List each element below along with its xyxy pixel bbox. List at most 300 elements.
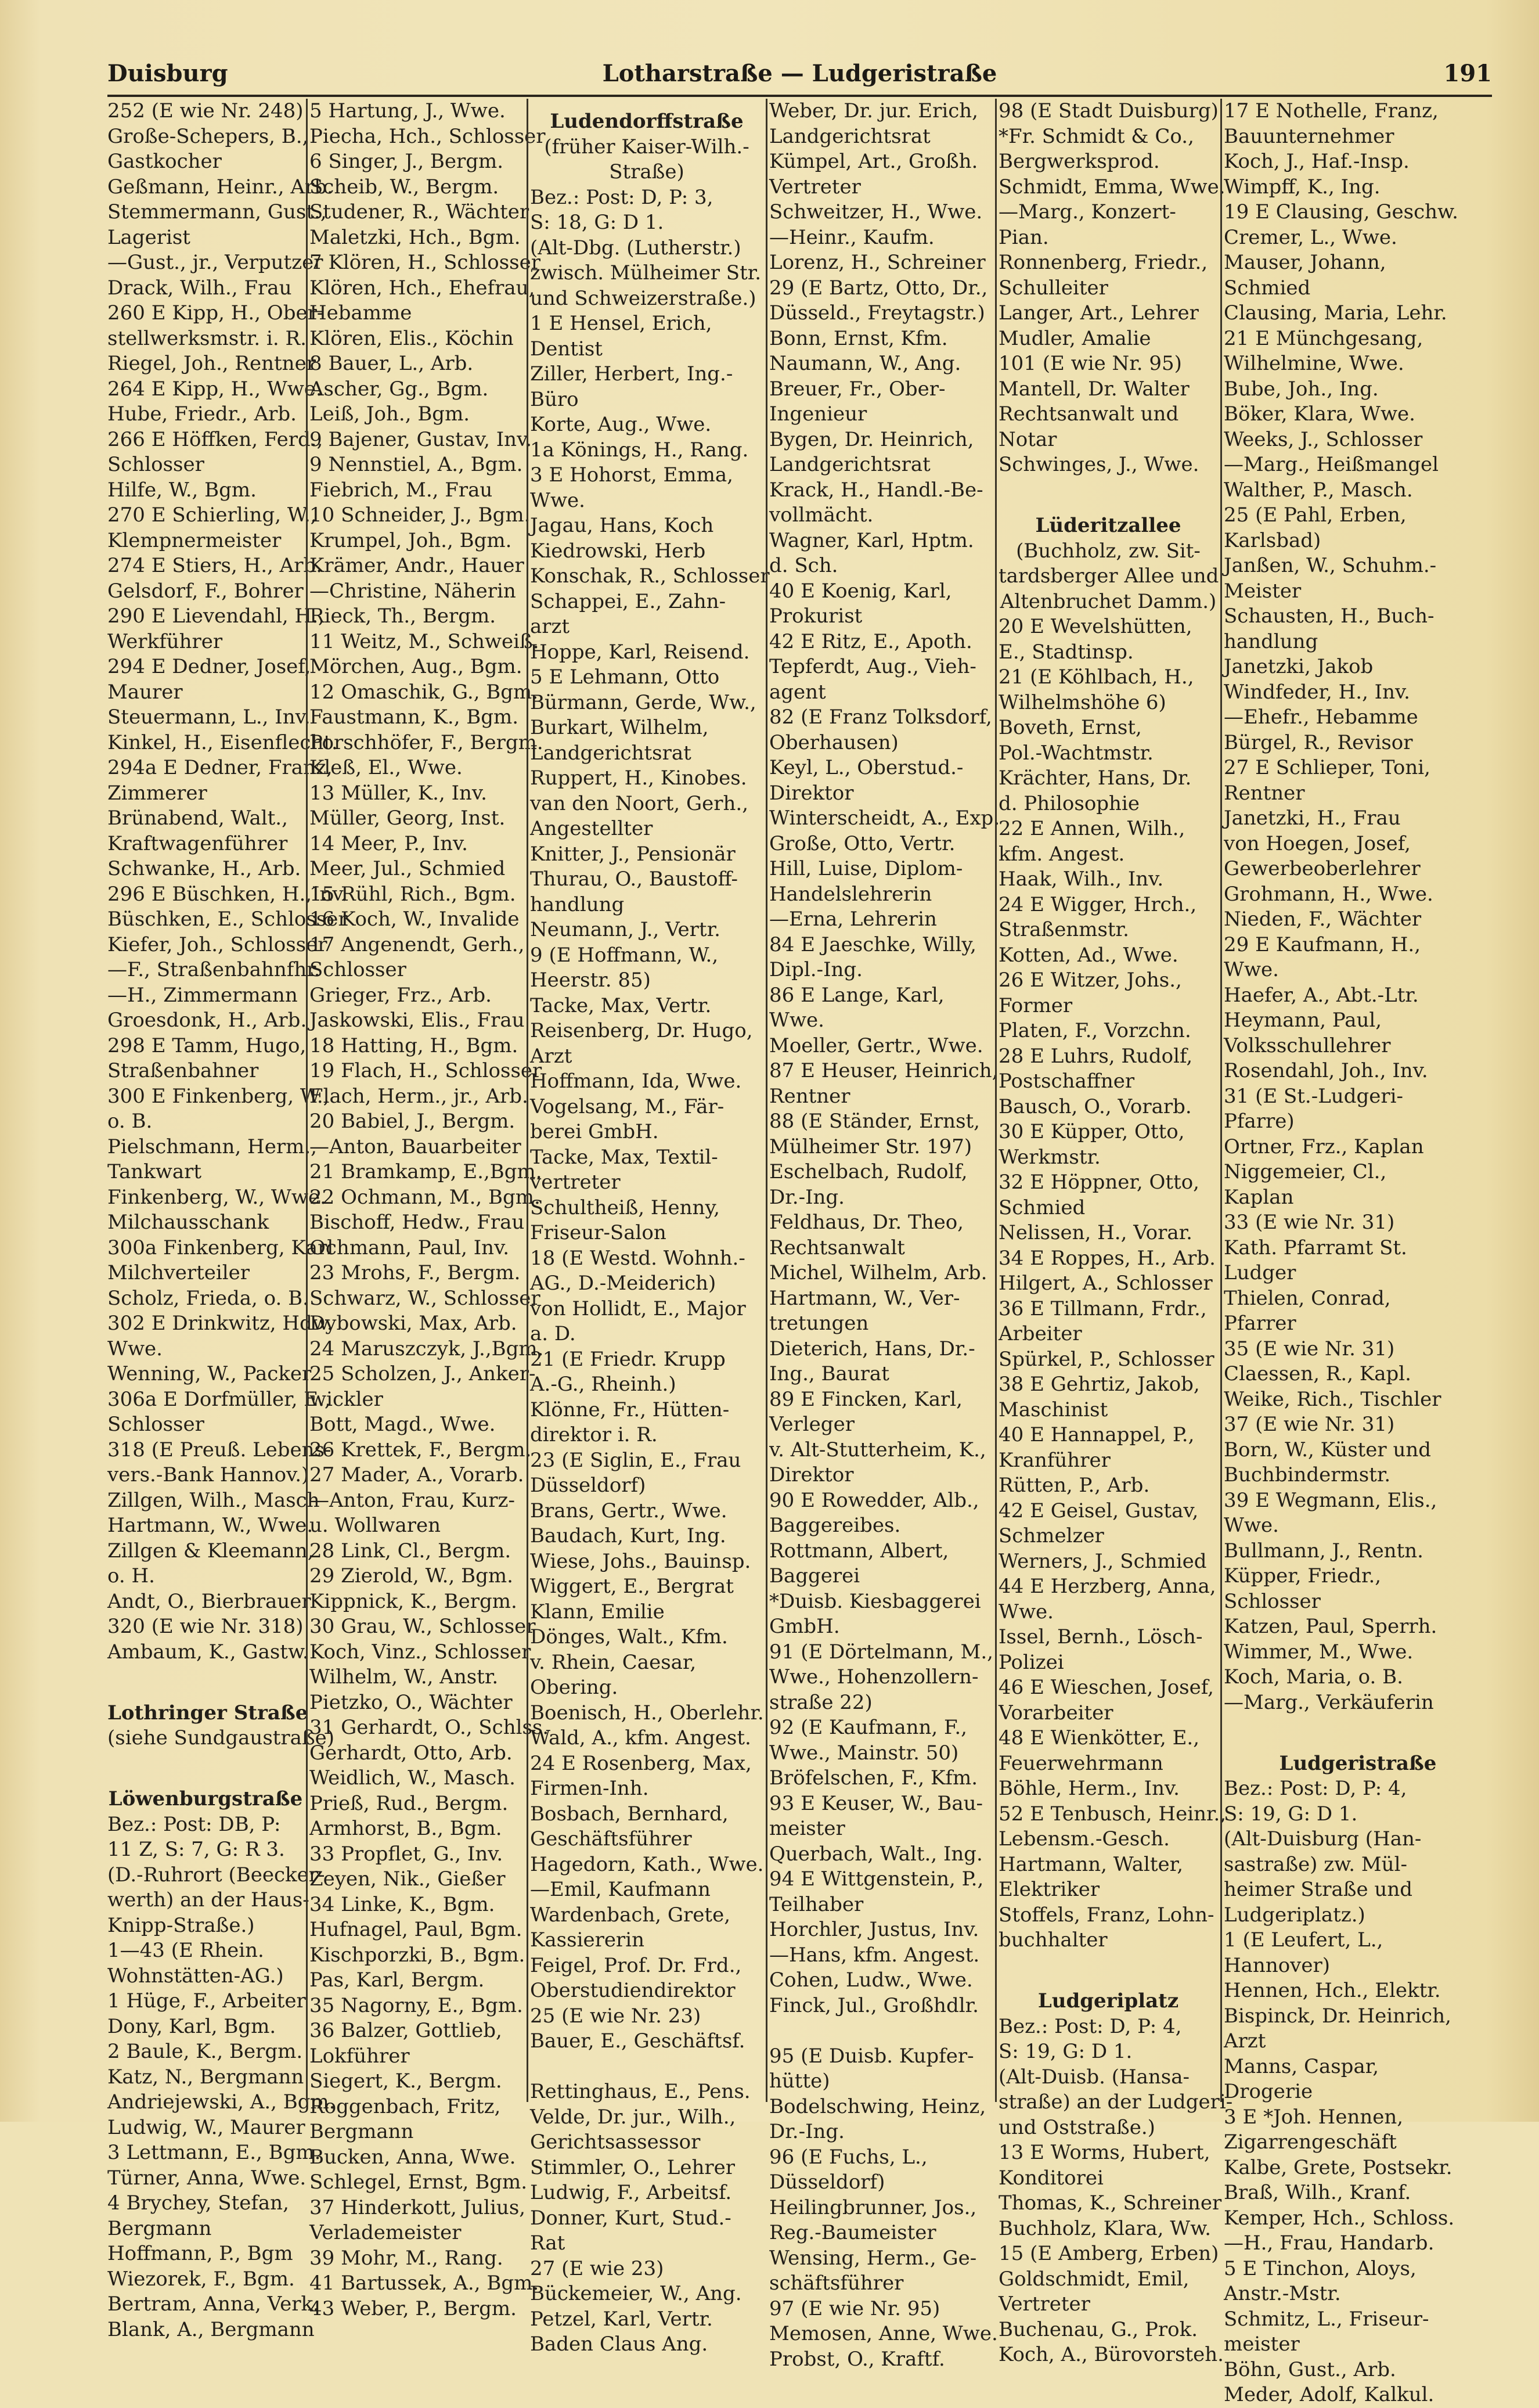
directory-line: vertreter <box>530 1171 621 1194</box>
directory-line: Velde, Dr. jur., Wilh., <box>530 2105 736 2129</box>
directory-line: Pfarrer <box>1224 1312 1296 1335</box>
directory-line: Klönne, Fr., Hütten- <box>530 1398 730 1421</box>
directory-line: 21 (E Friedr. Krupp <box>530 1347 726 1371</box>
directory-line: van den Noort, Gerh., <box>530 791 749 815</box>
directory-line: Angestellter <box>530 817 653 840</box>
directory-line: Schmelzer <box>999 1524 1104 1547</box>
directory-line: Wiezorek, F., Bgm. <box>107 2267 295 2291</box>
directory-line: 40 E Hannappel, P., <box>999 1423 1195 1446</box>
directory-line: Maurer <box>107 680 183 704</box>
directory-line: 91 (E Dörtelmann, M., <box>769 1640 993 1664</box>
directory-line: 306a E Dorfmüller, E., <box>107 1387 331 1411</box>
directory-line: sastraße) zw. Mül- <box>1224 1852 1407 1876</box>
directory-line: Weike, Rich., Tischler <box>1224 1387 1441 1411</box>
directory-line: Bertram, Anna, Verk. <box>107 2292 319 2316</box>
directory-line: 17 E Nothelle, Franz, <box>1224 99 1439 123</box>
directory-line: Kranführer <box>999 1448 1111 1472</box>
directory-line: 22 E Annen, Wilh., <box>999 817 1185 840</box>
directory-line: Reisenberg, Dr. Hugo, <box>530 1019 753 1042</box>
directory-line: Heilingbrunner, Jos., <box>769 2195 977 2219</box>
directory-line: Kaplan <box>1224 1185 1294 1209</box>
directory-line: Werners, J., Schmied <box>999 1549 1207 1573</box>
directory-line: Bauunternehmer <box>1224 124 1394 148</box>
directory-line: und Oststraße.) <box>999 2115 1155 2139</box>
directory-line: Rechtsanwalt und <box>999 402 1179 426</box>
directory-line: straße 22) <box>769 1690 873 1714</box>
directory-line: Ruppert, H., Kinobes. <box>530 766 747 790</box>
directory-line: 15 Rühl, Rich., Bgm. <box>309 882 516 906</box>
directory-line: Finck, Jul., Großhdlr. <box>769 1993 979 2017</box>
directory-line: Kassiererin <box>530 1928 644 1952</box>
directory-line: Probst, O., Kraftf. <box>769 2347 945 2371</box>
directory-line: Wimpff, K., Ing. <box>1224 175 1381 199</box>
directory-line: Büro <box>530 387 579 411</box>
directory-line: Hufnagel, Paul, Bgm. <box>309 1918 522 1941</box>
directory-line: 93 E Keuser, W., Bau- <box>769 1791 983 1815</box>
directory-line: Piecha, Hch., Schlosser <box>309 124 546 148</box>
directory-line: 37 Hinderkott, Julius, <box>309 2195 526 2219</box>
column-5 <box>999 99 1233 2366</box>
directory-line: 33 (E wie Nr. 31) <box>1224 1211 1395 1234</box>
directory-line: 3 Lettmann, E., Bgm. <box>107 2141 321 2164</box>
directory-line: Zigarrengeschäft <box>1224 2130 1397 2154</box>
directory-line: Kleß, El., Wwe. <box>309 756 463 779</box>
directory-line: 11 Weitz, M., Schweiß. <box>309 629 539 653</box>
directory-line: Cohen, Ludw., Wwe. <box>769 1968 973 1992</box>
directory-line: *Duisb. Kiesbaggerei <box>769 1589 981 1613</box>
directory-line: Teilhaber <box>769 1892 864 1916</box>
directory-line: 28 Link, Cl., Bergm. <box>309 1539 511 1563</box>
directory-line: Schmied <box>999 1196 1086 1219</box>
directory-line: Notar <box>999 427 1057 451</box>
directory-line: meister <box>1224 2333 1300 2356</box>
directory-line: Hube, Friedr., Arb. <box>107 402 297 426</box>
directory-line: Issel, Bernh., Lösch- <box>999 1625 1203 1648</box>
directory-line: 92 (E Kaufmann, F., <box>769 1716 967 1739</box>
directory-line: Clausing, Maria, Lehr. <box>1224 301 1447 325</box>
directory-line: 9 Nennstiel, A., Bgm. <box>309 453 523 476</box>
directory-line: wickler <box>309 1387 383 1411</box>
directory-line: und Schweizerstraße.) <box>530 286 756 310</box>
directory-line: Schweitzer, H., Wwe. <box>769 200 983 224</box>
directory-line: 14 Meer, P., Inv. <box>309 832 468 855</box>
directory-line: Feigel, Prof. Dr. Frd., <box>530 1953 742 1977</box>
directory-line: 89 E Fincken, Karl, <box>769 1387 963 1411</box>
directory-line: Pian. <box>999 225 1049 249</box>
directory-line: —Erna, Lehrerin <box>769 908 937 931</box>
directory-line: Lagerist <box>107 225 190 249</box>
directory-line: werth) an der Haus- <box>107 1888 309 1912</box>
directory-line: Prieß, Rud., Bergm. <box>309 1791 509 1815</box>
directory-line: Zimmerer <box>107 781 207 805</box>
directory-line: Rentner <box>1224 781 1305 805</box>
directory-line: Mudler, Amalie <box>999 326 1151 350</box>
directory-line: 21 E Münchgesang, <box>1224 326 1423 350</box>
directory-line: Vertreter <box>999 2292 1090 2316</box>
directory-line: Krämer, Andr., Hauer <box>309 554 524 577</box>
directory-line: 86 E Lange, Karl, <box>769 983 945 1007</box>
directory-line: 87 E Heuser, Heinrich, <box>769 1059 999 1082</box>
directory-line: Direktor <box>769 781 854 805</box>
directory-line: Grieger, Frz., Arb. <box>309 983 492 1007</box>
directory-line: hütte) <box>769 2069 830 2093</box>
directory-line: *Fr. Schmidt & Co., <box>999 124 1194 148</box>
directory-line: 39 E Wegmann, Elis., <box>1224 1488 1437 1512</box>
directory-line: Neumann, J., Vertr. <box>530 918 720 941</box>
directory-line: Koch, J., Haf.-Insp. <box>1224 150 1410 173</box>
directory-line: Heymann, Paul, <box>1224 1009 1382 1032</box>
directory-line: AG., D.-Meiderich) <box>530 1272 716 1295</box>
street-heading: Ludgeriplatz <box>1037 1989 1179 2013</box>
directory-line: —Christine, Näherin <box>309 579 516 603</box>
street-heading: Lothringer Straße <box>107 1701 308 1725</box>
directory-line: Koch, Vinz., Schlosser <box>309 1640 531 1664</box>
directory-line: Volksschullehrer <box>1224 1034 1391 1057</box>
column-divider <box>527 99 528 2102</box>
directory-line: Hartmann, W., Wwe. <box>107 1514 313 1537</box>
directory-line: Tepferdt, Aug., Vieh- <box>769 655 976 678</box>
directory-line: 20 E Wevelshütten, <box>999 615 1192 638</box>
directory-line: 20 Babiel, J., Bergm. <box>309 1110 516 1133</box>
directory-line: 38 E Gehrtiz, Jakob, <box>999 1373 1200 1396</box>
directory-line: vers.-Bank Hannov.) <box>107 1463 309 1486</box>
directory-line: Grohmann, H., Wwe. <box>1224 882 1433 906</box>
column-divider <box>306 99 308 2102</box>
directory-line: Weidlich, W., Masch. <box>309 1766 516 1790</box>
directory-line: Straßenbahner <box>107 1059 259 1082</box>
directory-line: Burkart, Wilhelm, <box>530 716 709 739</box>
directory-line: 28 E Luhrs, Rudolf, <box>999 1044 1193 1068</box>
directory-line: 25 Scholzen, J., Anker- <box>309 1362 536 1385</box>
directory-line: Bodelschwing, Heinz, <box>769 2094 986 2118</box>
directory-line: Bube, Joh., Ing. <box>1224 377 1379 401</box>
directory-line: Katzen, Paul, Sperrh. <box>1224 1615 1437 1638</box>
directory-line: 252 (E wie Nr. 248) <box>107 99 304 123</box>
directory-line: Gerhardt, Otto, Arb. <box>309 1741 513 1765</box>
directory-line: Fiebrich, M., Frau <box>309 478 493 502</box>
directory-line: Hannover) <box>1224 1953 1331 1977</box>
directory-line: Wagner, Karl, Hptm. <box>769 528 974 552</box>
directory-line: Nieden, F., Wächter <box>1224 908 1422 931</box>
directory-line: 42 E Geisel, Gustav, <box>999 1499 1199 1522</box>
directory-line: 95 (E Duisb. Kupfer- <box>769 2044 974 2068</box>
directory-line: Zeyen, Nik., Gießer <box>309 1867 506 1891</box>
directory-line: Kotten, Ad., Wwe. <box>999 943 1178 967</box>
directory-line: Donner, Kurt, Stud.- <box>530 2206 731 2230</box>
directory-line: 5 Hartung, J., Wwe. <box>309 99 506 123</box>
street-heading: Ludgeristraße <box>1279 1751 1437 1775</box>
directory-line: 4 Brychey, Stefan, <box>107 2191 289 2215</box>
directory-line: Rottmann, Albert, <box>769 1539 949 1563</box>
directory-line: —F., Straßenbahnfhr. <box>107 958 320 981</box>
directory-line: Maletzki, Hch., Bgm. <box>309 225 521 249</box>
directory-line: Mörchen, Aug., Bgm. <box>309 655 522 678</box>
directory-line: Brans, Gertr., Wwe. <box>530 1499 727 1522</box>
directory-line: Kiefer, Joh., Schlosser <box>107 933 327 956</box>
directory-line: Straße) <box>609 160 684 183</box>
directory-line: schäftsführer <box>769 2272 904 2295</box>
directory-line: Hennen, Hch., Elektr. <box>1224 1979 1441 2002</box>
street-range-title: Lotharstraße — Ludgeristraße <box>602 60 997 87</box>
directory-line: Polizei <box>999 1650 1064 1674</box>
directory-line: Altenbruchet Damm.) <box>1000 589 1217 613</box>
directory-line: Rettinghaus, E., Pens. <box>530 2080 751 2103</box>
column-divider <box>995 99 997 2102</box>
directory-line: Scheib, W., Bergm. <box>309 175 499 199</box>
directory-line: Katz, N., Bergmann <box>107 2065 304 2089</box>
directory-line: Vertreter <box>769 175 861 199</box>
directory-line: Klören, Hch., Ehefrau, <box>309 276 535 300</box>
directory-line: —Gust., jr., Verputzer <box>107 251 323 274</box>
directory-line: Baden Claus Ang. <box>530 2333 708 2356</box>
directory-line: Pfarre) <box>1224 1110 1295 1133</box>
directory-line: 13 Müller, K., Inv. <box>309 781 487 805</box>
directory-line: Janßen, W., Schuhm.- <box>1224 554 1437 577</box>
directory-line: 33 Propflet, G., Inv. <box>309 1842 503 1866</box>
directory-line: Dönges, Walt., Kfm. <box>530 1625 728 1648</box>
directory-line: 32 E Höppner, Otto, <box>999 1171 1199 1194</box>
directory-line: Bott, Magd., Wwe. <box>309 1413 496 1436</box>
directory-line: 9 (E Hoffmann, W., <box>530 943 719 967</box>
directory-line: Düsseld., Freytagstr.) <box>769 301 985 325</box>
directory-line: 34 Linke, K., Bgm. <box>309 1892 495 1916</box>
directory-line: Siegert, K., Bergm. <box>309 2069 502 2093</box>
directory-line: Ingenieur <box>769 402 867 426</box>
directory-line: Schmidt, Emma, Wwe. <box>999 175 1226 199</box>
directory-line: Bez.: Post: D, P: 3, <box>530 185 713 209</box>
directory-line: Ziller, Herbert, Ing.- <box>530 362 733 386</box>
directory-line: Oberhausen) <box>769 730 899 754</box>
directory-line: 30 E Küpper, Otto, <box>999 1120 1185 1143</box>
directory-line: Pas, Karl, Bergm. <box>309 1968 485 1992</box>
directory-line: Kümpel, Art., Großh. <box>769 150 978 173</box>
directory-line: 320 (E wie Nr. 318) <box>107 1615 304 1638</box>
directory-line: Rentner <box>769 1084 850 1108</box>
directory-line: Cremer, L., Wwe. <box>1224 225 1397 249</box>
directory-line: Bygen, Dr. Heinrich, <box>769 427 974 451</box>
directory-line: 17 Angenendt, Gerh., <box>309 933 525 956</box>
directory-line: 34 E Roppes, H., Arb. <box>999 1246 1216 1270</box>
directory-line: (siehe Sundgaustraße) <box>107 1726 335 1750</box>
directory-line: zwisch. Mülheimer Str. <box>530 261 762 285</box>
directory-line: Pielschmann, Herm., <box>107 1135 317 1158</box>
directory-line: Krächter, Hans, Dr. <box>999 766 1192 790</box>
directory-line: Former <box>999 994 1073 1017</box>
directory-line: Jaskowski, Elis., Frau <box>309 1009 525 1032</box>
directory-line: Moeller, Gertr., Wwe. <box>769 1034 983 1057</box>
directory-line: Türner, Anna, Wwe. <box>107 2166 307 2190</box>
directory-line: Düsseldorf) <box>769 2171 885 2194</box>
directory-line: u. Wollwaren <box>309 1514 441 1537</box>
directory-line: —Marg., Verkäuferin <box>1224 1690 1434 1714</box>
directory-line: Düsseldorf) <box>530 1474 646 1497</box>
directory-line: Rieck, Th., Bergm. <box>309 604 496 628</box>
directory-line: 22 Ochmann, M., Bgm. <box>309 1185 540 1209</box>
directory-line: 97 (E wie Nr. 95) <box>769 2297 940 2320</box>
directory-line: Wwe. <box>769 1009 824 1032</box>
directory-line: GmbH. <box>769 1615 840 1638</box>
directory-line: S: 19, G: D 1. <box>999 2040 1133 2063</box>
directory-line: Boveth, Ernst, <box>999 716 1142 739</box>
directory-line: Ambaum, K., Gastw. <box>107 1640 309 1664</box>
directory-line: Böhn, Gust., Arb. <box>1224 2357 1396 2381</box>
directory-line: (Alt-Duisb. (Hansa- <box>999 2065 1190 2089</box>
directory-line: buchhalter <box>999 1928 1108 1952</box>
directory-line: Bez.: Post: D, P: 4, <box>1224 1777 1407 1800</box>
directory-line: 1 Hüge, F., Arbeiter <box>107 1989 306 2013</box>
directory-line: 18 (E Westd. Wohnh.- <box>530 1246 745 1270</box>
directory-line: 270 E Schierling, W., <box>107 503 317 527</box>
directory-line: 9 Bajener, Gustav, Inv. <box>309 427 532 451</box>
directory-line: Klempnermeister <box>107 528 282 552</box>
directory-line: Niggemeier, Cl., <box>1224 1160 1387 1183</box>
directory-line: Kalbe, Grete, Postsekr. <box>1224 2155 1453 2179</box>
directory-line: Elektriker <box>999 1878 1100 1901</box>
directory-line: 264 E Kipp, H., Wwe. <box>107 377 322 401</box>
directory-line: Wardenbach, Grete, <box>530 1903 731 1927</box>
directory-line: Thurau, O., Baustoff- <box>530 868 738 891</box>
directory-line: Bez.: Post: DB, P: <box>107 1812 281 1836</box>
directory-line: Haefer, A., Abt.-Ltr. <box>1224 983 1419 1007</box>
spacer <box>530 2054 763 2080</box>
directory-line: Weber, Dr. jur. Erich, <box>769 99 978 123</box>
directory-line: Kinkel, H., Eisenflecht. <box>107 730 338 754</box>
directory-line: Windfeder, H., Inv. <box>1224 680 1410 704</box>
directory-line: Schlosser <box>107 453 204 476</box>
directory-line: Bürgel, R., Revisor <box>1224 730 1413 754</box>
directory-line: Böker, Klara, Wwe. <box>1224 402 1415 426</box>
city-name: Duisburg <box>107 60 228 87</box>
street-heading: Lüderitzallee <box>1035 514 1181 537</box>
directory-line: Ludwig, F., Arbeitsf. <box>530 2181 732 2204</box>
directory-line: Klören, Elis., Köchin <box>309 326 514 350</box>
directory-line: von Hoegen, Josef, <box>1224 832 1411 855</box>
directory-line: Lokführer <box>309 2044 410 2068</box>
directory-line: Schlosser <box>107 1413 204 1436</box>
directory-line: Koch, Maria, o. B. <box>1224 1665 1403 1689</box>
directory-line: Finkenberg, W., Wwe. <box>107 1185 326 1209</box>
directory-line: 16 Koch, W., Invalide <box>309 908 520 931</box>
directory-line: Nelissen, H., Vorar. <box>999 1221 1192 1244</box>
directory-line: Zillgen, Wilh., Masch <box>107 1488 320 1512</box>
directory-line: Buchenau, G., Prok. <box>999 2317 1198 2341</box>
directory-line: Friseur-Salon <box>530 1221 666 1244</box>
directory-line: a. D. <box>530 1322 576 1345</box>
directory-line: 35 (E wie Nr. 31) <box>1224 1337 1395 1360</box>
spacer <box>999 1953 1218 1979</box>
directory-line: Vogelsang, M., Fär- <box>530 1095 725 1118</box>
directory-line: —Marg., Heißmangel <box>1224 453 1439 476</box>
directory-line: d. Philosophie <box>999 791 1140 815</box>
directory-line: Buchbindermstr. <box>1224 1463 1391 1486</box>
directory-line: 318 (E Preuß. Lebens- <box>107 1438 331 1462</box>
directory-line: Thielen, Conrad, <box>1224 1286 1391 1310</box>
directory-line: Hartmann, Walter, <box>999 1852 1184 1876</box>
directory-line: (früher Kaiser-Wilh.- <box>544 135 749 159</box>
directory-line: Straßenmstr. <box>999 918 1129 941</box>
directory-line: Kischporzki, B., Bgm. <box>309 1943 525 1967</box>
directory-line: Brünabend, Walt., <box>107 807 288 830</box>
directory-line: Meister <box>1224 579 1302 603</box>
directory-line: 8 Bauer, L., Arb. <box>309 352 474 375</box>
directory-line: Goldschmidt, Emil, <box>999 2267 1190 2291</box>
directory-line: 25 (E wie Nr. 23) <box>530 2004 701 2028</box>
directory-line: 290 E Lievendahl, H., <box>107 604 325 628</box>
directory-line: Hilfe, W., Bgm. <box>107 478 257 502</box>
directory-line: 1 E Hensel, Erich, <box>530 312 712 335</box>
directory-line: Ing., Baurat <box>769 1362 889 1385</box>
directory-line: Große-Schepers, B., <box>107 124 309 148</box>
directory-line: Ludwig, W., Maurer <box>107 2115 305 2139</box>
directory-line: 31 (E St.-Ludgeri- <box>1224 1084 1403 1108</box>
directory-line: S: 18, G: D 1. <box>530 211 664 234</box>
directory-line: Schwinges, J., Wwe. <box>999 453 1199 476</box>
directory-line: handlung <box>530 892 625 916</box>
directory-line: 31 Gerhardt, O., Schlss. <box>309 1716 549 1739</box>
directory-line: Flach, Herm., jr., Arb. <box>309 1084 528 1108</box>
directory-line: Maschinist <box>999 1398 1108 1421</box>
directory-line: Oberstudiendirektor <box>530 1979 736 2002</box>
directory-line: 24 E Wigger, Hrch., <box>999 892 1197 916</box>
directory-line: 26 E Witzer, Johs., <box>999 969 1182 992</box>
directory-line: 260 E Kipp, H., Ober- <box>107 301 324 325</box>
directory-line: Janetzki, Jakob <box>1224 655 1374 678</box>
directory-line: 1 (E Leufert, L., <box>1224 1928 1383 1952</box>
directory-line: Karlsbad) <box>1224 528 1321 552</box>
directory-line: Heerstr. 85) <box>530 969 651 992</box>
directory-line: 3 E Hohorst, Emma, <box>530 463 733 487</box>
directory-line: Schlosser <box>309 958 406 981</box>
directory-line: —Marg., Konzert- <box>999 200 1176 224</box>
directory-line: Schmied <box>1224 276 1311 300</box>
directory-line: 296 E Büschken, H.,Inv. <box>107 882 348 906</box>
directory-line: agent <box>769 680 826 704</box>
directory-line: 29 E Kaufmann, H., <box>1224 933 1421 956</box>
directory-line: 21 (E Köhlbach, H., <box>999 665 1194 689</box>
directory-line: Landgerichtsrat <box>769 453 931 476</box>
directory-line: 1a Könings, H., Rang. <box>530 438 749 462</box>
directory-line: Hebamme <box>309 301 412 325</box>
directory-line: —H., Frau, Handarb. <box>1224 2231 1435 2255</box>
directory-line: Bullmann, J., Rentn. <box>1224 1539 1423 1563</box>
directory-line: 5 E Tinchon, Aloys, <box>1224 2256 1417 2280</box>
directory-line: 23 (E Siglin, E., Frau <box>530 1448 741 1472</box>
directory-line: 294a E Dedner, Franz, <box>107 756 333 779</box>
directory-line: —Heinr., Kaufm. <box>769 225 935 249</box>
directory-line: Bausch, O., Vorarb. <box>999 1095 1192 1118</box>
directory-line: 18 Hatting, H., Bgm. <box>309 1034 518 1057</box>
directory-line: (D.-Ruhrort (Beecker- <box>107 1863 325 1887</box>
directory-line: Horchler, Justus, Inv. <box>769 1918 979 1941</box>
directory-line: Dipl.-Ing. <box>769 958 863 981</box>
directory-line: Bergwerksprod. <box>999 150 1160 173</box>
directory-line: Groesdonk, H., Arb. <box>107 1009 307 1032</box>
directory-line: Hoffmann, P., Bgm <box>107 2242 293 2265</box>
directory-line: Bückemeier, W., Ang. <box>530 2282 742 2305</box>
directory-line: meister <box>769 1817 845 1840</box>
directory-line: S: 19, G: D 1. <box>1224 1802 1358 1826</box>
directory-line: Geßmann, Heinr., Arb. <box>107 175 333 199</box>
directory-line: Kemper, Hch., Schloss. <box>1224 2206 1455 2230</box>
directory-line: —Ehefr., Hebamme <box>1224 706 1418 729</box>
street-heading: Löwenburgstraße <box>108 1787 303 1811</box>
directory-line: Böhle, Herm., Inv. <box>999 1777 1180 1800</box>
directory-line: Landgerichtsrat <box>769 124 931 148</box>
directory-line: Anstr.-Mstr. <box>1224 2282 1341 2305</box>
street-heading: Ludendorffstraße <box>550 110 744 133</box>
directory-line: Bergmann <box>107 2216 212 2240</box>
directory-line: Rosendahl, Joh., Inv. <box>1224 1059 1428 1082</box>
